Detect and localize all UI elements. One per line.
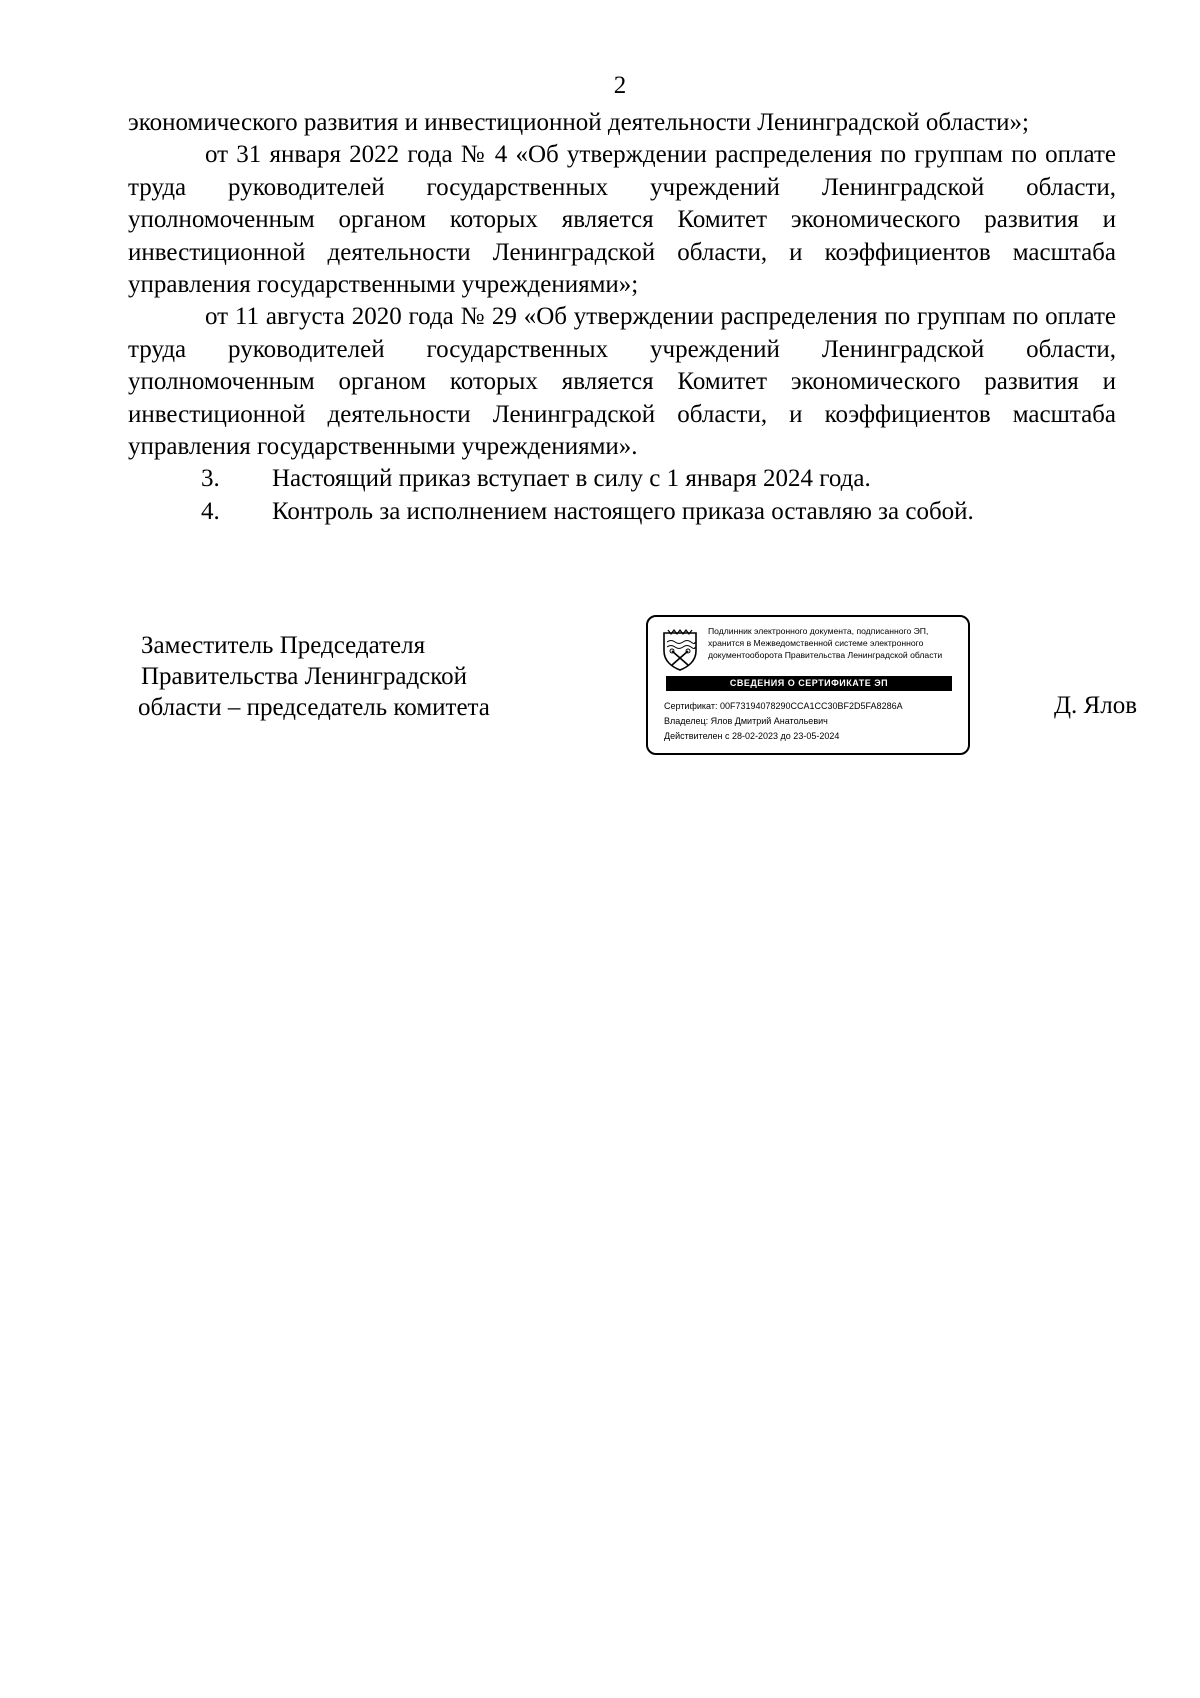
signer-name: Д. Ялов [1054,692,1138,719]
numbered-item [128,463,1116,495]
item-text: Настоящий приказ вступает в силу с 1 января 2024 года. [272,465,871,493]
document-body [128,107,1116,528]
page-number: 2 [613,72,627,99]
stamp-caption-line: Подлинник электронного документа, подписанного ЭП, [708,626,929,636]
item-text: Контроль за исполнением настоящего приказа оставляю за собой. [272,497,974,525]
certificate-validity: Действителен с 28-02-2023 до 23-05-2024 [664,731,840,741]
coat-of-arms-icon [662,627,698,671]
paragraph-order-2020: от 11 августа 2020 года № 29 «Об утверждении распределения по группам по оплате труда руководителей государственных учреждений Ленинградской области, уполномоченным органом которых является Комитет экономического развития и инвестиционной деятельности Ленинградской области, и коэффициентов масштаба управления государственными учреждениями». [128,303,1116,461]
item-number: 4. [201,497,220,525]
stamp-caption-line: хранится в Межведомственной системе электронного [708,638,924,648]
paragraph-order-2022: от 31 января 2022 года № 4 «Об утверждении распределения по группам по оплате труда руководителей государственных учреждений Ленинградской области, уполномоченным органом которых является Комитет экономического развития и инвестиционной деятельности Ленинградской области, и коэффициентов масштаба управления государственными учреждениями»; [128,141,1116,299]
electronic-signature-stamp [646,615,970,755]
certificate-details [664,699,903,744]
item-number: 3. [201,465,220,493]
paragraph-continuation: экономического развития и инвестиционной деятельности Ленинградской области»; [128,109,1029,136]
certificate-info-banner: СВЕДЕНИЯ О СЕРТИФИКАТЕ ЭП [666,676,952,691]
signatory-position [138,630,490,723]
position-line: Правительства Ленинградской [141,663,468,690]
stamp-caption-line: документооборота Правительства Ленинградской области [708,650,943,660]
position-line: области – председатель комитета [138,694,490,721]
certificate-number: Сертификат: 00F73194078290CCA1CC30BF2D5FA8286A [664,701,903,711]
stamp-caption [708,625,968,661]
position-line: Заместитель Председателя [141,632,426,659]
certificate-owner: Владелец: Ялов Дмитрий Анатольевич [664,716,828,726]
numbered-item [128,496,1116,528]
